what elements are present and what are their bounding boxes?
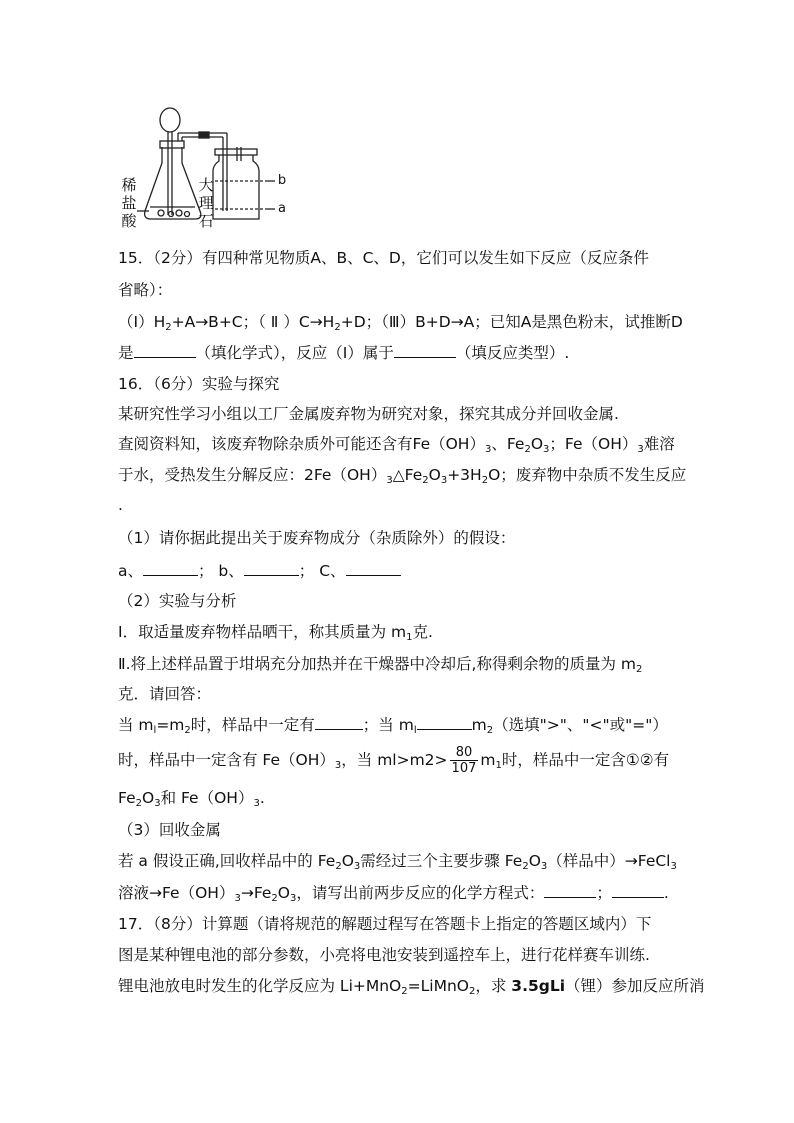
q16-line-8: （2）实验与分析 [118,592,237,610]
q17-line-1: 17．（8分）计算题（请将规范的解题过程写在答题卡上指定的答题区域内）下 [118,915,652,933]
q16-line-2: 某研究性学习小组以工厂金属废弃物为研究对象，探究其成分并回收金属. [118,405,619,423]
q16-line-15: （3）回收金属 [118,821,221,839]
q15-line-3: $(Ⅰ)H_2+A\to B+C$；（ Ⅱ ）$C\to H_2+D$；（Ⅲ）B+D→A；已知A是黑色粉末，试推断D [118,313,683,333]
gas-apparatus-figure [115,103,305,235]
left-label-2: 盐 [121,194,137,212]
label-a: a [278,201,286,216]
right-label-1: 大 [198,176,214,194]
q15-line-1: 15．（2分）有四种常见物质A、B、C、D，它们可以发生如下反应（反应条件 [118,249,649,267]
answer-blank[interactable] [417,715,472,730]
q16-line-9: Ⅰ．取适量废弃物样品晒干，称其质量为 $m_1$克. [118,623,433,643]
answer-blank[interactable] [394,343,456,358]
q16-line-10: Ⅱ.将上述样品置于坩埚充分加热并在干燥器中冷却后,称得剩余物的质量为 $m_2$ [118,655,643,675]
answer-blank[interactable] [134,343,196,358]
q17-line-2: 图是某种锂电池的部分参数，小亮将电池安装到遥控车上，进行花样赛车训练. [118,946,650,964]
q16-line-7: a、 ； b、 ； C、 [118,561,401,581]
q16-line-6: （1）请你据此提出关于废弃物成分（杂质除外）的假设： [118,529,516,547]
q17-line-3: 锂电池放电时发生的化学反应为 Li+MnO$_2$=LiMnO$_2$，求 3.5gLi（锂）参加反应所消 [118,977,705,997]
answer-blank-a[interactable] [143,561,198,576]
right-label-3: 石 [198,212,214,230]
q16-line-16: 若 a 假设正确,回收样品中的 $Fe_2O_3$需经过三个主要步骤 $Fe_2O_3$（样品中）→FeCl$_3$ [118,852,677,872]
answer-blank[interactable] [544,883,596,898]
left-label-1: 稀 [121,176,137,194]
q16-line-11: 克．请回答： [118,685,212,703]
q16-line-4: 于水，受热发生分解反应：$2Fe(OH)_3\triangle Fe_2O_3+3H_2O$；废弃物中杂质不发生反应 [118,466,687,486]
answer-blank-b[interactable] [244,561,299,576]
answer-blank[interactable] [612,883,664,898]
q16-line-5: . [118,496,123,514]
q15-line-2: 省略）： [118,281,173,299]
fraction-80-107: $\frac{80}{107}$ [451,745,477,776]
label-b: b [277,173,287,188]
q16-line-3: 查阅资料知，该废弃物除杂质外可能还含有$Fe(OH)_3$、$Fe_2O_3$；$Fe(OH)_3$难溶 [118,435,675,455]
q15-line-4: 是 （填化学式），反应（Ⅰ）属于 （填反应类型）. [118,344,570,362]
q16-line-13: 时，样品中一定含有 $Fe(OH)_3$，当 ml>m2> $\frac{80}{107}$ $m_1$时，样品中一定含①②有 [118,745,670,776]
q16-line-17: 溶液$\to Fe(OH)_3\to Fe_2O_3$，请写出前两步反应的化学方程式： ； . [118,884,669,904]
right-label-2: 理 [198,194,214,212]
left-label-3: 酸 [121,212,137,230]
q16-line-12: 当 $m_l=m_2$时，样品中一定有 ；当 $m_l$ $m_2$（选填">"、"<"或"="） [118,716,668,736]
answer-blank-c[interactable] [346,561,401,576]
q16-line-14: $Fe_2O_3$和 $Fe(OH)_3$. [118,789,265,809]
answer-blank[interactable] [315,715,363,730]
q16-line-1: 16．（6分）实验与探究 [118,375,280,393]
